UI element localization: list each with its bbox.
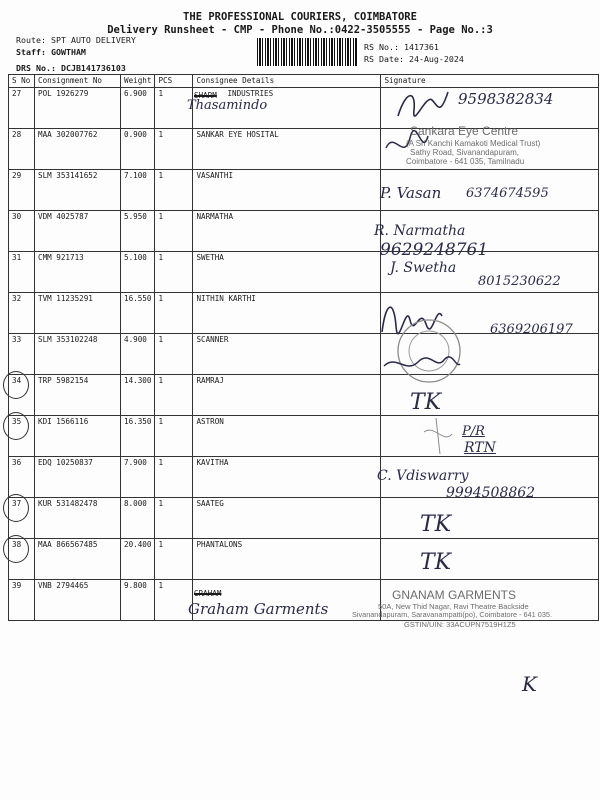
sno-cell: 34 bbox=[9, 375, 35, 416]
handwritten-signature: TK bbox=[410, 390, 442, 415]
consignment-cell: POL 1926279 bbox=[35, 88, 121, 129]
stamp-line: GSTIN/UIN: 33ACUPN7519H1Z5 bbox=[404, 620, 516, 630]
consignee-cell: INDUSTRIES bbox=[193, 88, 381, 129]
consignment-cell: CMM 921713 bbox=[35, 252, 121, 293]
table-row bbox=[9, 211, 599, 252]
consignee-cell: PHANTALONS bbox=[193, 539, 381, 580]
stamp-line: Sivanandapuram, Saravanampatti(po), Coimbatore - 641 035. bbox=[352, 610, 552, 620]
circle-mark bbox=[3, 494, 29, 522]
consignment-cell: SLM 353141652 bbox=[35, 170, 121, 211]
col-header-weight: Weight bbox=[121, 75, 155, 88]
handwritten-phone: 6369206197 bbox=[490, 322, 573, 337]
consignment-cell: MAA 302007762 bbox=[35, 129, 121, 170]
table-row bbox=[9, 334, 599, 375]
table-header-row bbox=[9, 75, 599, 88]
weight-cell: 7.900 bbox=[121, 457, 155, 498]
consignment-cell: VDM 4025787 bbox=[35, 211, 121, 252]
col-header-consignee: Consignee Details bbox=[193, 75, 381, 88]
signature-scribble bbox=[416, 414, 456, 458]
pcs-cell: 1 bbox=[155, 211, 193, 252]
table-row bbox=[9, 498, 599, 539]
handwritten-signature: C. Vdiswarry bbox=[377, 468, 469, 484]
gnanam-stamp bbox=[352, 588, 552, 629]
weight-cell: 20.400 bbox=[121, 539, 155, 580]
stamp-line: GNANAM GARMENTS bbox=[392, 588, 517, 602]
handwritten-pr: P/R bbox=[462, 424, 485, 439]
sno-cell: 35 bbox=[9, 416, 35, 457]
drs-number: DRS No.: DCJB141736103 bbox=[16, 63, 126, 73]
route-label: Route: SPT AUTO DELIVERY bbox=[16, 35, 136, 45]
consignee-cell: SWETHA bbox=[193, 252, 381, 293]
signature-cell bbox=[381, 498, 599, 539]
handwritten-rtn: RTN bbox=[464, 440, 496, 456]
circle-mark bbox=[3, 412, 29, 440]
signature-cell bbox=[381, 539, 599, 580]
weight-cell: 16.550 bbox=[121, 293, 155, 334]
pcs-cell: 1 bbox=[155, 170, 193, 211]
barcode bbox=[257, 38, 358, 66]
handwritten-signature: R. Narmatha bbox=[374, 223, 466, 239]
stamp-line: Sathy Road, Sivanandapuram, bbox=[410, 147, 519, 157]
struck-name: SHARM bbox=[194, 91, 217, 100]
consignee-cell: VASANTHI bbox=[193, 170, 381, 211]
weight-cell: 16.350 bbox=[121, 416, 155, 457]
rs-date: RS Date: 24-Aug-2024 bbox=[364, 54, 464, 64]
col-header-consignment: Consignment No bbox=[35, 75, 121, 88]
weight-cell: 7.100 bbox=[121, 170, 155, 211]
signature-scribble bbox=[382, 128, 432, 164]
struck-name: GRAHAM bbox=[194, 589, 222, 598]
handwritten-note: Thasamindo bbox=[187, 98, 268, 113]
weight-cell: 6.900 bbox=[121, 88, 155, 129]
weight-cell: 9.800 bbox=[121, 580, 155, 621]
handwritten-phone: 8015230622 bbox=[478, 274, 561, 289]
pcs-cell: 1 bbox=[155, 375, 193, 416]
stamp-line: Coimbatore - 641 035, Tamilnadu bbox=[406, 157, 525, 167]
consignment-cell: KDI 1566116 bbox=[35, 416, 121, 457]
table-row bbox=[9, 416, 599, 457]
pcs-cell: 1 bbox=[155, 334, 193, 375]
pcs-cell: 1 bbox=[155, 498, 193, 539]
sno-cell: 30 bbox=[9, 211, 35, 252]
weight-cell: 8.000 bbox=[121, 498, 155, 539]
runsheet-title: Delivery Runsheet - CMP - Phone No.:0422-3505555 - Page No.:3 bbox=[107, 24, 493, 36]
pcs-cell: 1 bbox=[155, 539, 193, 580]
consignee-cell: KAVITHA bbox=[193, 457, 381, 498]
col-header-signature: Signature bbox=[381, 75, 599, 88]
handwritten-signature: TK bbox=[420, 512, 452, 537]
sno-cell: 39 bbox=[9, 580, 35, 621]
handwritten-signature: J. Swetha bbox=[390, 260, 457, 276]
rs-number: RS No.: 1417361 bbox=[364, 42, 439, 52]
stamp-line: Sankara Eye Centre bbox=[410, 124, 519, 138]
handwritten-phone: 9629248761 bbox=[380, 240, 489, 260]
sno-cell: 32 bbox=[9, 293, 35, 334]
consignee-cell: SAATEG bbox=[193, 498, 381, 539]
col-header-pcs: PCS bbox=[155, 75, 193, 88]
weight-cell: 4.900 bbox=[121, 334, 155, 375]
handwritten-signature: TK bbox=[420, 550, 452, 575]
staff-label: Staff: GOWTHAM bbox=[16, 47, 86, 57]
sno-cell: 28 bbox=[9, 129, 35, 170]
stamp-line: (A Sri Kanchi Kamakoti Medical Trust) bbox=[406, 138, 541, 148]
consignee-cell: ASTRON bbox=[193, 416, 381, 457]
pcs-cell: 1 bbox=[155, 88, 193, 129]
consignment-cell: TVM 11235291 bbox=[35, 293, 121, 334]
pcs-cell: 1 bbox=[155, 457, 193, 498]
sno-cell: 29 bbox=[9, 170, 35, 211]
stamp-line: 50A, New Thid Nagar, Ravi Theatre Backside bbox=[378, 602, 529, 612]
handwritten-phone: 9598382834 bbox=[458, 90, 554, 108]
pcs-cell: 1 bbox=[155, 129, 193, 170]
consignment-cell: MAA 866567485 bbox=[35, 539, 121, 580]
consignee-cell: SANKAR EYE HOSITAL bbox=[193, 129, 381, 170]
pcs-cell: 1 bbox=[155, 252, 193, 293]
sno-cell: 36 bbox=[9, 457, 35, 498]
handwritten-signature: P. Vasan bbox=[380, 184, 442, 202]
consignee-cell: NITHIN KARTHI bbox=[193, 293, 381, 334]
consignee-cell: RAMRAJ bbox=[193, 375, 381, 416]
weight-cell: 5.100 bbox=[121, 252, 155, 293]
table-row bbox=[9, 539, 599, 580]
page-mark: K bbox=[522, 672, 537, 696]
weight-cell: 0.900 bbox=[121, 129, 155, 170]
weight-cell: 5.950 bbox=[121, 211, 155, 252]
consignment-cell: TRP 5982154 bbox=[35, 375, 121, 416]
consignment-cell: EDQ 10250837 bbox=[35, 457, 121, 498]
consignment-cell: KUR 531482478 bbox=[35, 498, 121, 539]
handwritten-phone: 9994508862 bbox=[446, 485, 536, 501]
consignee-cell: SCANNER bbox=[193, 334, 381, 375]
consignment-cell: SLM 353102248 bbox=[35, 334, 121, 375]
sno-cell: 27 bbox=[9, 88, 35, 129]
col-header-sno: S No bbox=[9, 75, 35, 88]
signature-scribble bbox=[380, 350, 464, 376]
consignee-cell: NARMATHA bbox=[193, 211, 381, 252]
sno-cell: 33 bbox=[9, 334, 35, 375]
pcs-cell: 1 bbox=[155, 293, 193, 334]
sno-cell: 31 bbox=[9, 252, 35, 293]
sno-cell: 38 bbox=[9, 539, 35, 580]
table-row bbox=[9, 375, 599, 416]
handwritten-phone: 6374674595 bbox=[466, 186, 549, 201]
weight-cell: 14.300 bbox=[121, 375, 155, 416]
sno-cell: 37 bbox=[9, 498, 35, 539]
consignment-cell: VNB 2794465 bbox=[35, 580, 121, 621]
circle-mark bbox=[3, 371, 29, 399]
signature-scribble bbox=[392, 86, 452, 126]
company-name: THE PROFESSIONAL COURIERS, COIMBATORE bbox=[183, 11, 417, 23]
circle-mark bbox=[3, 535, 29, 563]
pcs-cell: 1 bbox=[155, 416, 193, 457]
handwritten-note: Graham Garments bbox=[188, 600, 329, 618]
pcs-cell: 1 bbox=[155, 580, 193, 621]
